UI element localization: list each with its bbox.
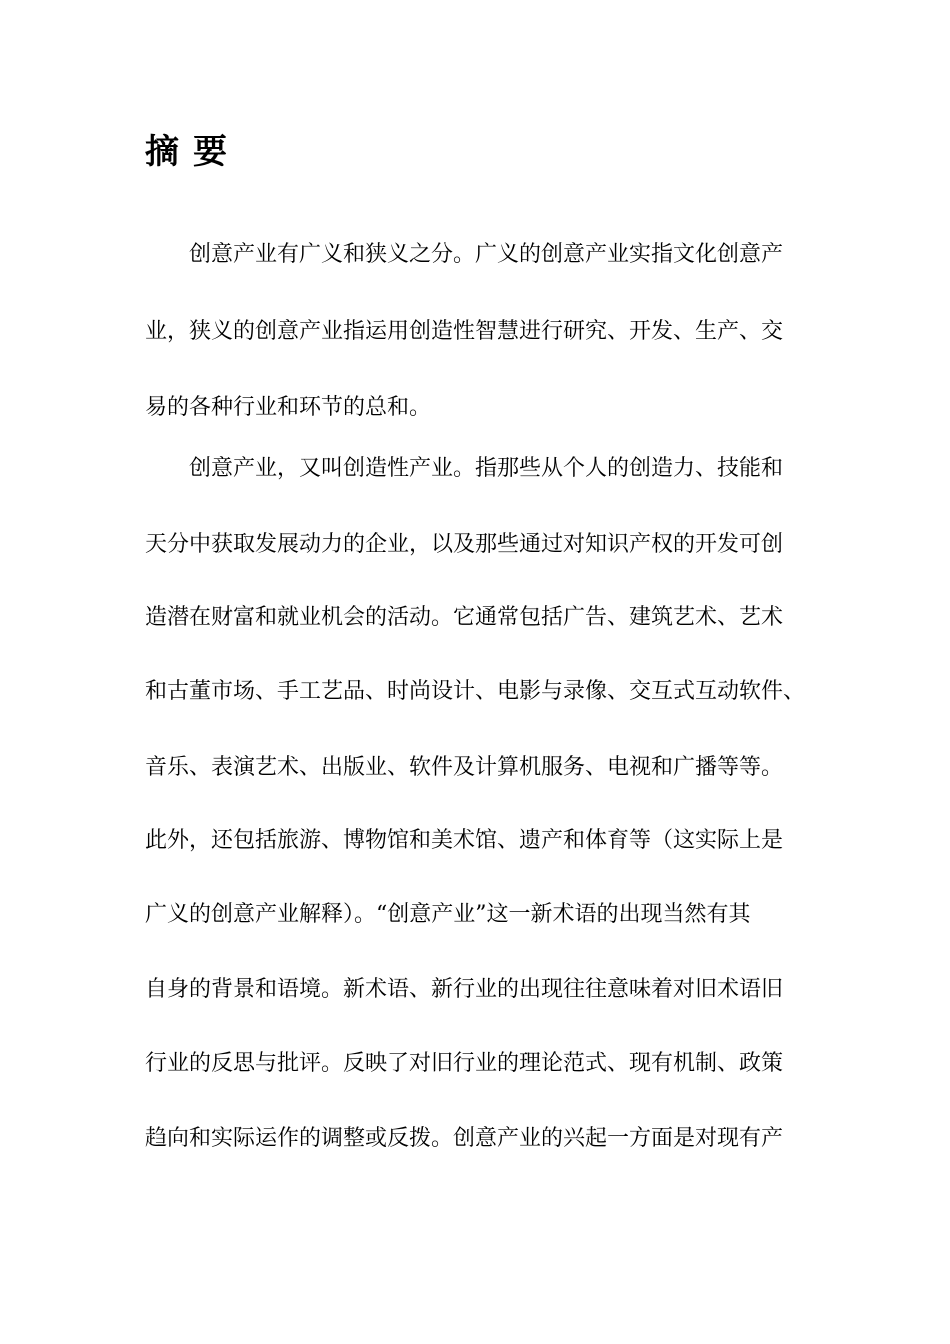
text-line: 造潜在财富和就业机会的活动。它通常包括广告、建筑艺术、艺术 bbox=[145, 605, 784, 630]
text-line: 自身的背景和语境。新术语、新行业的出现往往意味着对旧术语旧 bbox=[145, 977, 784, 1002]
text-line: 此外，还包括旅游、博物馆和美术馆、遗产和体育等（这实际上是 bbox=[145, 828, 784, 853]
text-line: 音乐、表演艺术、出版业、软件及计算机服务、电视和广播等等。 bbox=[145, 755, 784, 780]
text-line: 广义的创意产业解释）。“创意产业”这一新术语的出现当然有其 bbox=[145, 902, 751, 927]
text-line: 行业的反思与批评。反映了对旧行业的理论范式、现有机制、政策 bbox=[145, 1051, 784, 1076]
text-line: 创意产业，又叫创造性产业。指那些从个人的创造力、技能和 bbox=[189, 456, 784, 481]
text-line: 业，狭义的创意产业指运用创造性智慧进行研究、开发、生产、交 bbox=[145, 319, 784, 344]
text-line: 和古董市场、手工艺品、时尚设计、电影与录像、交互式互动软件、 bbox=[145, 679, 806, 704]
text-line: 趋向和实际运作的调整或反拨。创意产业的兴起一方面是对现有产 bbox=[145, 1126, 784, 1151]
text-line: 天分中获取发展动力的企业，以及那些通过对知识产权的开发可创 bbox=[145, 532, 784, 557]
page-title: 摘要 bbox=[145, 132, 241, 172]
text-line: 创意产业有广义和狭义之分。广义的创意产业实指文化创意产 bbox=[189, 242, 784, 267]
text-line: 易的各种行业和环节的总和。 bbox=[145, 395, 432, 420]
